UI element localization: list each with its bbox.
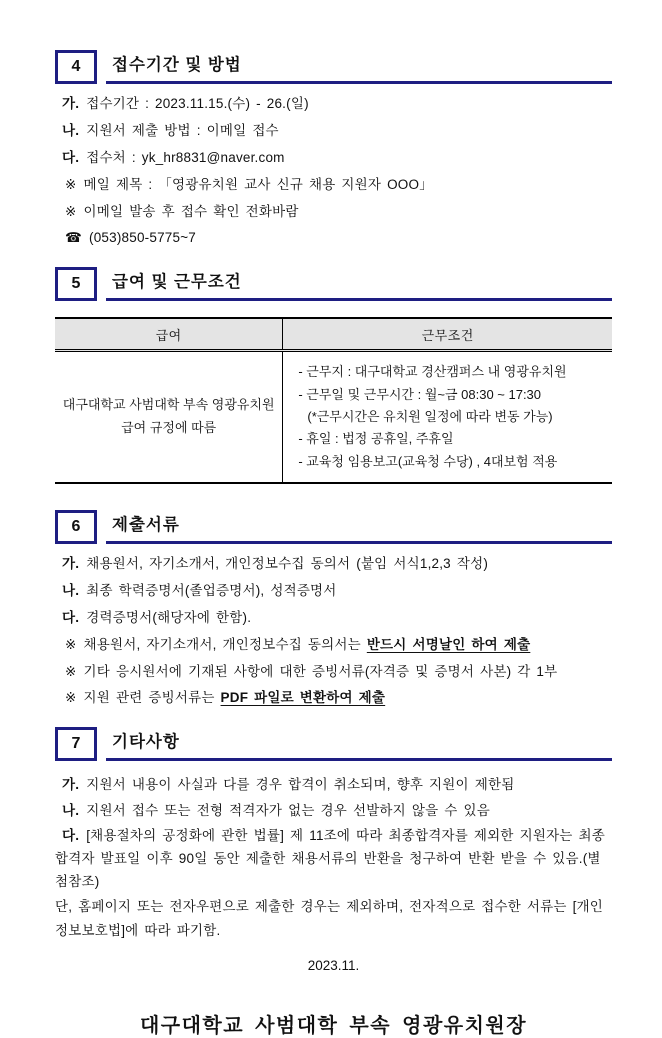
salary-conditions-table — [55, 317, 612, 484]
list-item — [55, 583, 612, 600]
condition-line: - 교육청 임용보고(교육청 수당) , 4대보험 적용 — [298, 453, 558, 469]
section-6-title: 제출서류 — [112, 515, 180, 534]
section-5-number-box: 5 — [55, 267, 97, 301]
date-line: 2023.11. — [307, 957, 360, 973]
item-text: 접수기간 : 2023.11.15.(수) - 26.(일) — [86, 96, 309, 111]
item-marker: 나. — [62, 802, 80, 818]
paragraph — [55, 773, 612, 796]
item-marker: 가. — [62, 96, 80, 111]
condition-line: - 근무일 및 근무시간 : 월~금 08:30 ~ 17:30 — [298, 386, 542, 402]
note-item — [55, 664, 612, 681]
note-marker: ※ — [65, 203, 77, 219]
section-7-body — [55, 773, 612, 942]
table-header-row — [55, 319, 612, 352]
section-4-body — [55, 96, 612, 247]
phone-icon: ☎ — [65, 230, 83, 246]
section-7-number-box: 7 — [55, 727, 97, 761]
condition-line: - 휴일 : 법정 공휴일, 주휴일 — [298, 431, 454, 447]
section-4-title-underline — [106, 50, 612, 84]
phone-item — [55, 230, 612, 247]
table-header-salary: 급여 — [55, 319, 283, 349]
item-text: 지원 관련 증빙서류는 — [83, 690, 221, 706]
item-marker: 가. — [62, 777, 80, 793]
item-emphasis-text: PDF 파일로 변환하여 제출 — [220, 690, 386, 706]
section-7-title: 기타사항 — [112, 732, 180, 751]
note-item — [55, 637, 612, 654]
item-text: 기타 응시원서에 기재된 사항에 대한 증빙서류(자격증 및 증명서 사본) 각 1부 — [83, 663, 558, 679]
condition-line: - 근무지 : 대구대학교 경산캠퍼스 내 영광유치원 — [298, 364, 567, 380]
section-6-body — [55, 556, 612, 707]
item-marker: 가. — [62, 556, 80, 572]
list-item — [55, 123, 612, 140]
section-4-title: 접수기간 및 방법 — [112, 55, 242, 74]
item-marker: 나. — [62, 122, 80, 138]
section-6-header — [55, 510, 612, 544]
salary-line: 급여 규정에 따름 — [121, 420, 217, 436]
salary-line: 대구대학교 사범대학 부속 영광유치원 — [62, 397, 275, 413]
item-marker: 다. — [62, 827, 80, 843]
item-marker: 나. — [62, 582, 80, 598]
table-header-conditions: 근무조건 — [421, 328, 474, 344]
note-marker: ※ — [65, 663, 77, 679]
note-marker: ※ — [65, 176, 77, 192]
item-text: 지원서 제출 방법 : 이메일 접수 — [86, 122, 279, 138]
item-text: 채용원서, 자기소개서, 개인정보수집 동의서 (붙임 서식1,2,3 작성) — [86, 556, 489, 572]
table-body-row — [55, 352, 612, 482]
note-marker: ※ — [65, 636, 77, 652]
note-marker: ※ — [65, 690, 77, 706]
condition-line: (*근무시간은 유치원 일정에 따라 변동 가능) — [307, 408, 553, 424]
phone-number: (053)850-5775~7 — [89, 230, 196, 246]
table-cell-salary — [55, 352, 283, 482]
paragraph-text: 지원서 내용이 사실과 다를 경우 합격이 취소되며, 향후 지원이 제한됨 — [86, 777, 515, 793]
section-5-title: 급여 및 근무조건 — [112, 272, 242, 291]
item-emphasis-text: 반드시 서명날인 하여 제출 — [366, 636, 531, 652]
paragraph-text: 지원서 접수 또는 전형 적격자가 없는 경우 선발하지 않을 수 있음 — [86, 802, 490, 818]
list-item — [55, 96, 612, 113]
item-text: 이메일 발송 후 접수 확인 전화바람 — [83, 203, 299, 219]
section-4-number-box: 4 — [55, 50, 97, 84]
item-text-email: 접수처 : yk_hr8831@naver.com — [86, 149, 285, 165]
section-5-title-underline — [106, 267, 612, 301]
section-7-header — [55, 727, 612, 761]
note-item — [55, 690, 612, 707]
section-5-header — [55, 267, 612, 301]
list-item — [55, 610, 612, 627]
section-6-title-underline — [106, 510, 612, 544]
item-text: 최종 학력증명서(졸업증명서), 성적증명서 — [86, 582, 337, 598]
paragraph — [55, 895, 612, 941]
table-cell-conditions — [283, 352, 612, 482]
list-item — [55, 556, 612, 573]
paragraph-text: 단, 홈페이지 또는 전자우편으로 제출한 경우는 제외하며, 전자적으로 접수한 서류는 [개인정보보호법]에 따라 파기함. — [55, 899, 604, 938]
item-marker: 다. — [62, 149, 80, 165]
item-text: 채용원서, 자기소개서, 개인정보수집 동의서는 — [83, 636, 367, 652]
note-item — [55, 177, 612, 194]
note-item — [55, 204, 612, 221]
item-marker: 다. — [62, 609, 80, 625]
section-6-number-box: 6 — [55, 510, 97, 544]
paragraph-text: [채용절차의 공정화에 관한 법률] 제 11조에 따라 최종합격자를 제외한 지원자는 최종합격자 발표일 이후 90일 동안 제출한 채용서류의 반환을 청구하여 반환 받을 수 있음.(별첨참조) — [55, 827, 605, 890]
paragraph — [55, 824, 612, 894]
item-text: 메일 제목 : 「영광유치원 교사 신규 채용 지원자 OOO」 — [83, 176, 433, 192]
signature-line: 대구대학교 사범대학 부속 영광유치원장 — [139, 1014, 528, 1037]
section-4-header — [55, 50, 612, 84]
section-7-title-underline — [106, 727, 612, 761]
list-item — [55, 150, 612, 167]
item-text: 경력증명서(해당자에 한함). — [86, 609, 252, 625]
paragraph — [55, 799, 612, 822]
